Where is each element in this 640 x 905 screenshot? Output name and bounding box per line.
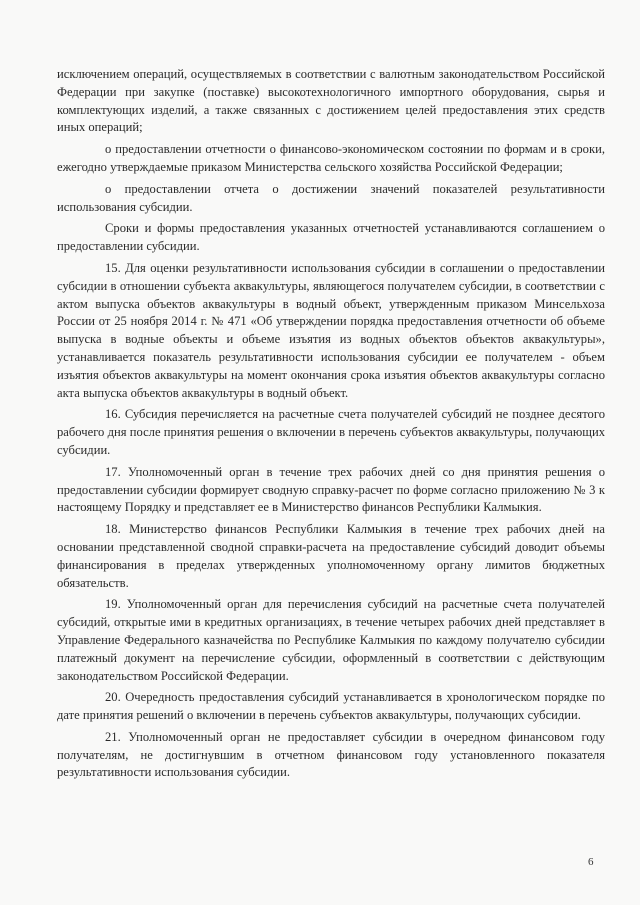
paragraph-19: 19. Уполномоченный орган для перечисления субсидий на расчетные счета получателей субсидий, открытые ими в кредитных организациях, в течение четырех рабочих дней представляет в Управление Федерального казначейства по Республике Калмыкия по каждому получателю субсидии платежный документ на перечисление субсидии, оформленный в соответствии с действующим законодательством Российской Федерации. <box>57 597 605 683</box>
paragraph-20: 20. Очередность предоставления субсидий устанавливается в хронологическом порядке по дате принятия решений о включении в перечень субъектов аквакультуры, получающих субсидии. <box>57 690 605 723</box>
paragraph-continuation: исключением операций, осуществляемых в соответствии с валютным законодательством Российской Федерации при закупке (поставке) высокотехнологичного импортного оборудования, сырья и комплектующих изделий, а также связанных с достижением целей предоставления этих средств иных операций; <box>57 67 605 135</box>
paragraph-financial-reporting: о предоставлении отчетности о финансово-экономическом состоянии по формам и в сроки, ежегодно утверждаемые приказом Министерства сельского хозяйства Российской Федерации; <box>57 142 605 174</box>
paragraph-15: 15. Для оценки результативности использования субсидии в соглашении о предоставлении субсидии в отношении субъекта аквакультуры, являющегося получателем субсидии, в соответствии с актом выпуска объектов аквакультуры в водный объект, утвержденным приказом Минсельхоза России от 25 ноября 2014 г. № 471 «Об утверждении порядка предоставления отчетности об объеме выпуска в водные объекты и объеме изъятия из водных объектов объектов аквакультуры», устанавливается показатель результативности использования субсидии ее получателем - объем изъятия объектов аквакультуры на момент окончания срока изъятия объектов аквакультуры согласно акта выпуска объектов аквакультуры в водный объект. <box>57 260 605 400</box>
document-body <box>57 66 605 786</box>
paragraph-21: 21. Уполномоченный орган не предоставляет субсидии в очередном финансовом году получателям, не достигнувшим в отчетном финансовом году установленного показателя результативности использования субсидии. <box>57 729 605 780</box>
page-number: 6 <box>588 856 594 868</box>
paragraph-18: 18. Министерство финансов Республики Калмыкия в течение трех рабочих дней на основании представленной сводной справки-расчета на предоставление субсидий доводит объемы финансирования в пределах утвержденных уполномоченному органу лимитов бюджетных обязательств. <box>57 522 605 590</box>
paragraph-performance-report: о предоставлении отчета о достижении значений показателей результативности использования субсидии. <box>57 181 605 214</box>
paragraph-17: 17. Уполномоченный орган в течение трех рабочих дней со дня принятия решения о предоставлении субсидии формирует сводную справку-расчет по форме согласно приложению № 3 к настоящему Порядку и представляет ее в Министерство финансов Республики Калмыкия. <box>57 464 605 515</box>
paragraph-16: 16. Субсидия перечисляется на расчетные счета получателей субсидий не позднее десятого рабочего дня после принятия решения о включении в перечень субъектов аквакультуры, получающих субсидии. <box>57 407 605 457</box>
paragraph-reporting-terms: Сроки и формы предоставления указанных отчетностей устанавливаются соглашением о предоставлении субсидии. <box>57 221 605 254</box>
